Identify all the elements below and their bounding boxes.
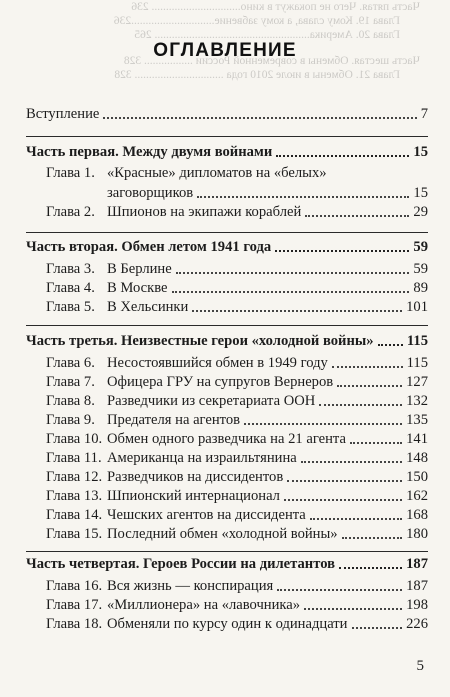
toc-chapter — [26, 278, 428, 298]
toc-chapter-number: Глава 17. — [46, 597, 103, 613]
toc-chapter — [26, 391, 428, 411]
dot-leader — [378, 344, 403, 346]
toc-chapter-title: Обмен одного разведчика на 21 агента — [107, 431, 346, 447]
toc-chapter-title: Вся жизнь — конспирация — [107, 578, 274, 594]
toc-chapter — [26, 353, 428, 373]
toc-chapter-title: Офицера ГРУ на супругов Вернеров — [107, 374, 334, 390]
toc-chapter-number: Глава 16. — [46, 578, 103, 594]
dot-leader — [301, 461, 402, 463]
toc-page-number: 148 — [406, 450, 428, 466]
toc-chapter-number: Глава 8. — [46, 393, 95, 409]
dot-leader — [350, 442, 402, 444]
dot-leader — [310, 518, 402, 520]
section-divider — [26, 325, 428, 326]
toc-page-number: 135 — [406, 412, 428, 428]
bleed-line: Часть шестая. Обмены в современной России ................. 328 — [123, 55, 420, 67]
dot-leader — [172, 291, 410, 293]
dot-leader — [176, 272, 410, 274]
toc-chapter-number: Глава 1. — [46, 165, 95, 181]
toc-chapter-number: Глава 15. — [46, 526, 103, 542]
dot-leader — [192, 310, 402, 312]
toc-page-number: 132 — [406, 393, 428, 409]
toc-chapter — [26, 595, 428, 615]
dot-leader — [342, 537, 403, 539]
page-title: ОГЛАВЛЕНИЕ — [153, 40, 297, 61]
toc-chapter — [26, 372, 428, 392]
dot-leader — [319, 404, 402, 406]
toc-page-number: 226 — [406, 616, 428, 632]
toc-chapter — [26, 448, 428, 468]
toc-chapter-number: Глава 4. — [46, 280, 95, 296]
toc-chapter-number: Глава 9. — [46, 412, 95, 428]
toc-chapter — [26, 429, 428, 449]
toc-chapter-title: Предателя на агентов — [107, 412, 241, 428]
toc-page-number: 168 — [406, 507, 428, 523]
toc-chapter-title: Шпионов на экипажи кораблей — [107, 204, 302, 220]
toc-chapter — [26, 576, 428, 596]
toc-part-heading — [26, 554, 428, 574]
toc-page-number: 115 — [406, 355, 428, 371]
toc-chapter — [26, 467, 428, 487]
dot-leader — [275, 250, 409, 252]
toc-chapter-title: «Миллионера» на «лавочника» — [107, 597, 301, 613]
bleed-line: Глава 20. Америка...................................................... 265 — [134, 29, 400, 41]
toc-chapter-title: Шпионский интернационал — [107, 488, 280, 504]
toc-part-title: Часть четвертая. Героев России на дилетантов — [26, 556, 336, 572]
bleed-line: Часть пятая. Чего не покажут в кино............................... 236 — [131, 1, 420, 13]
toc-chapter-title: Разведчиков на диссидентов — [107, 469, 284, 485]
toc-page-number: 59 — [413, 261, 428, 277]
bleed-line: Глава 19. Кому слава, а кому забвение.............................236 — [113, 15, 400, 27]
toc-chapter-title: В Берлине — [107, 261, 172, 277]
toc-chapter — [26, 614, 428, 634]
toc-chapter — [26, 259, 428, 279]
toc-page-number: 187 — [406, 556, 428, 572]
page-number: 5 — [416, 658, 424, 674]
toc-chapter-title: Обменяли по курсу один к одинадцати — [107, 616, 348, 632]
dot-leader — [276, 155, 409, 157]
dot-leader — [304, 608, 402, 610]
toc-page-number: 127 — [406, 374, 428, 390]
toc-chapter-number: Глава 13. — [46, 488, 103, 504]
dot-leader — [277, 589, 402, 591]
toc-chapter — [26, 163, 428, 183]
toc-page-number: 141 — [406, 431, 428, 447]
toc-page-number: 29 — [413, 204, 428, 220]
dot-leader — [287, 480, 402, 482]
toc-part-heading — [26, 142, 428, 162]
toc-part-title: Часть первая. Между двумя войнами — [26, 144, 273, 160]
toc-chapter-title: Разведчики из секретариата ООН — [107, 393, 316, 409]
toc-page-number: 59 — [413, 239, 428, 255]
toc-page-number: 187 — [406, 578, 428, 594]
toc-chapter-title: Последний обмен «холодной войны» — [107, 526, 338, 542]
toc-chapter-number: Глава 14. — [46, 507, 103, 523]
bleed-line: Глава 21. Обмены в июле 2010 года ............................... 328 — [114, 69, 400, 81]
toc-intro — [26, 104, 428, 124]
toc-chapter-title: «Красные» дипломатов на «белых» — [107, 165, 327, 181]
toc-chapter-number: Глава 11. — [46, 450, 102, 466]
dot-leader — [244, 423, 402, 425]
toc-chapter-number: Глава 3. — [46, 261, 95, 277]
toc-page-number: 7 — [420, 106, 428, 122]
toc-chapter — [26, 505, 428, 525]
toc-intro-label: Вступление — [26, 106, 100, 122]
toc-page-number: 198 — [406, 597, 428, 613]
dot-leader — [305, 215, 409, 217]
toc-chapter — [26, 486, 428, 506]
dot-leader — [332, 366, 403, 368]
dot-leader — [103, 117, 416, 119]
toc-chapter-title: В Москве — [107, 280, 168, 296]
section-divider — [26, 551, 428, 552]
section-divider — [26, 136, 428, 137]
toc-page-number: 150 — [406, 469, 428, 485]
toc-chapter — [26, 524, 428, 544]
toc-page-number: 15 — [413, 144, 428, 160]
toc-chapter-number: Глава 2. — [46, 204, 95, 220]
toc-page-number: 180 — [406, 526, 428, 542]
toc-page-number: 162 — [406, 488, 428, 504]
toc-part-title: Часть вторая. Обмен летом 1941 года — [26, 239, 272, 255]
toc-chapter-continuation — [26, 183, 428, 203]
toc-page-number: 89 — [413, 280, 428, 296]
dot-leader — [284, 499, 402, 501]
toc-chapter — [26, 202, 428, 222]
toc-chapter-title-line2: заговорщиков — [107, 185, 194, 201]
section-divider — [26, 232, 428, 233]
toc-page-number: 15 — [413, 185, 428, 201]
toc-chapter-title: Несостоявшийся обмен в 1949 году — [107, 355, 328, 371]
toc-chapter-title: В Хельсинки — [107, 299, 189, 315]
toc-chapter-number: Глава 5. — [46, 299, 95, 315]
dot-leader — [197, 196, 409, 198]
toc-part-heading — [26, 237, 428, 257]
toc-chapter-number: Глава 10. — [46, 431, 103, 447]
toc-page-number: 115 — [406, 333, 428, 349]
toc-chapter — [26, 410, 428, 430]
toc-chapter-number: Глава 7. — [46, 374, 95, 390]
toc-part-title: Часть третья. Неизвестные герои «холодной войны» — [26, 333, 374, 349]
toc-chapter-title: Американца на израильтянина — [107, 450, 297, 466]
toc-chapter-title: Чешских агентов на диссидента — [107, 507, 306, 523]
toc-page-number: 101 — [406, 299, 428, 315]
toc-chapter — [26, 297, 428, 317]
dot-leader — [352, 627, 403, 629]
dot-leader — [337, 385, 402, 387]
toc-chapter-number: Глава 6. — [46, 355, 95, 371]
dot-leader — [339, 567, 402, 569]
toc-chapter-number: Глава 12. — [46, 469, 103, 485]
toc-chapter-number: Глава 18. — [46, 616, 103, 632]
toc-part-heading — [26, 331, 428, 351]
